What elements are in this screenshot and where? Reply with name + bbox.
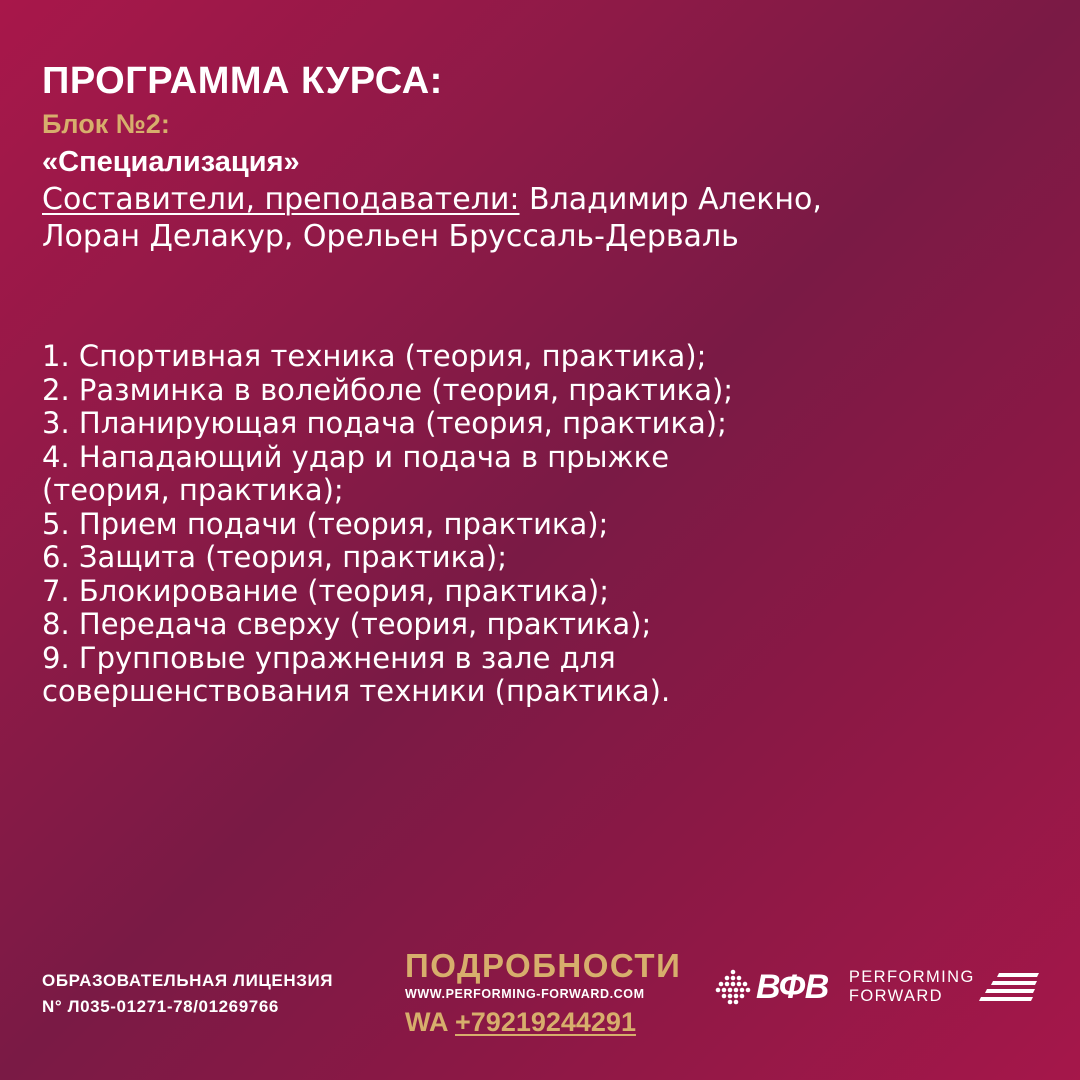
page-title: ПРОГРАММА КУРСА: [42, 60, 443, 102]
speed-stripes-icon [977, 971, 1039, 1005]
license-number: N° Л035-01271-78/01269766 [42, 997, 279, 1016]
brand-logo [714, 968, 1039, 1006]
block-label: Блок №2: [42, 109, 170, 139]
program-item: 4. Нападающий удар и подача в прыжке [42, 439, 670, 474]
contact-info [405, 948, 681, 1039]
program-item: 9. Групповые упражнения в зале для [42, 640, 616, 675]
authors-line1: Владимир Алекно, [519, 182, 822, 217]
logo-short-name: ВФВ [756, 968, 829, 1006]
wa-label: WA [405, 1007, 448, 1037]
logo-wordmark [849, 968, 975, 1006]
program-item: 7. Блокирование (теория, практика); [42, 573, 610, 608]
authors-label: Составители, преподаватели: [42, 182, 520, 217]
program-item: 6. Защита (теория, практика); [42, 540, 507, 574]
program-item: 3. Планирующая подача (теория, практика); [42, 406, 727, 440]
authors-line2: Лоран Делакур, Орельен Бруссаль-Дерваль [42, 219, 739, 254]
whatsapp-contact [405, 1005, 681, 1039]
block-name: «Специализация» [42, 146, 300, 178]
phone-link[interactable]: +79219244291 [455, 1007, 636, 1037]
program-item: 8. Передача сверху (теория, практика); [42, 607, 652, 641]
program-item: 2. Разминка в волейболе (теория, практика); [42, 372, 734, 407]
logo-line-1: PERFORMING [848, 968, 975, 986]
program-list [42, 340, 1042, 709]
diamond-dots-icon [714, 968, 752, 1006]
details-heading: ПОДРОБНОСТИ [405, 947, 682, 984]
program-item: 1. Спортивная техника (теория, практика); [42, 339, 707, 373]
program-item: совершенствования техники (практика). [42, 674, 671, 708]
header [42, 58, 1042, 255]
program-item: 5. Прием подачи (теория, практика); [42, 506, 609, 541]
program-item: (теория, практика); [42, 473, 344, 507]
website-link[interactable]: WWW.PERFORMING-FORWARD.COM [405, 987, 645, 1001]
logo-line-2: FORWARD [848, 987, 943, 1005]
license-info [42, 968, 333, 1020]
license-title: ОБРАЗОВАТЕЛЬНАЯ ЛИЦЕНЗИЯ [42, 971, 334, 990]
authors [42, 181, 1042, 255]
